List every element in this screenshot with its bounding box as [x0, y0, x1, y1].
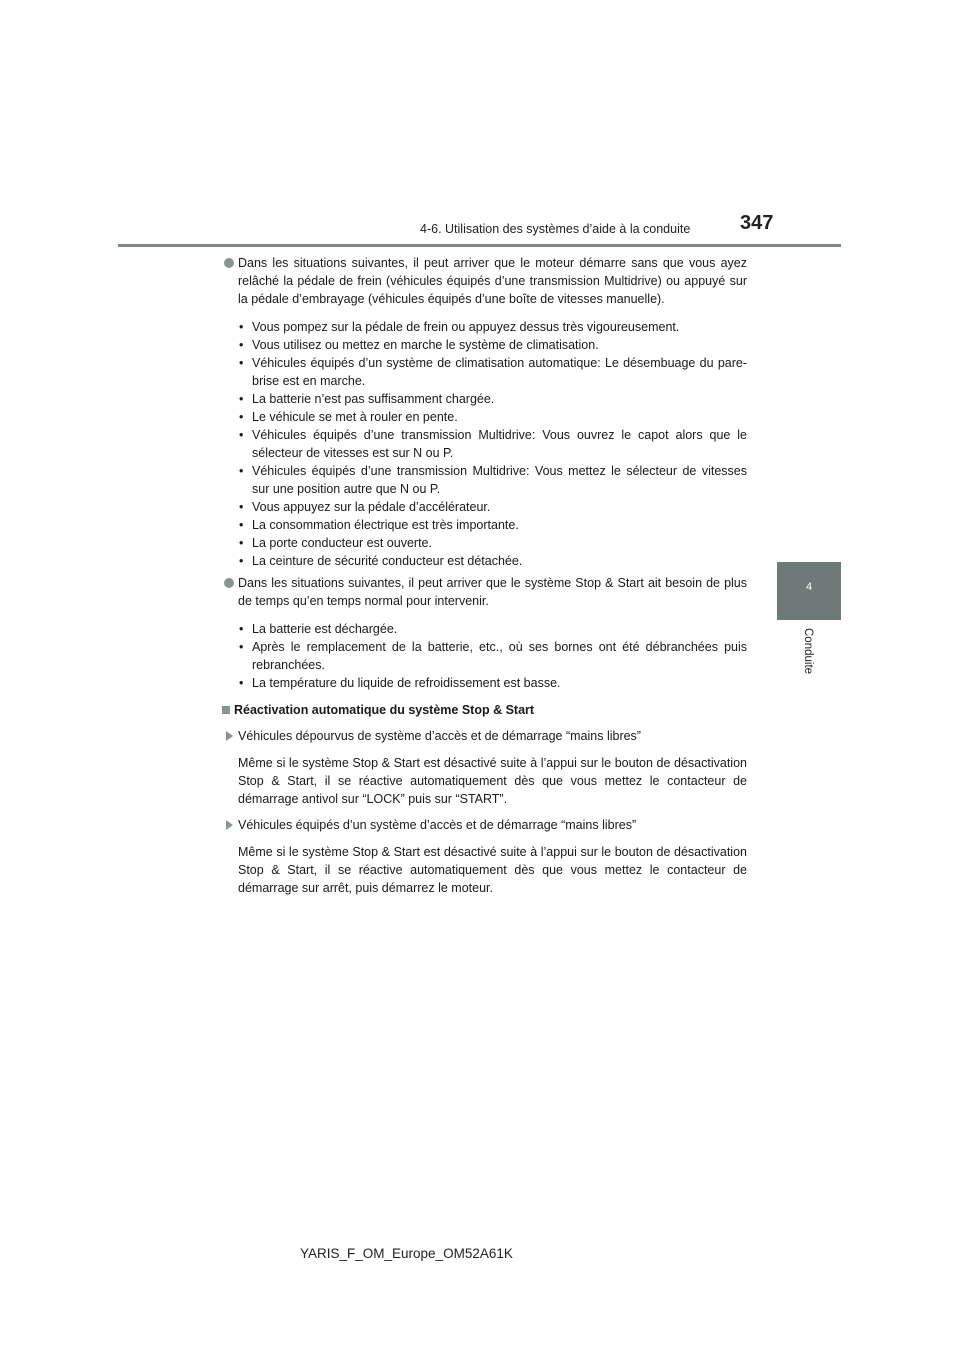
chapter-label: Conduite [802, 628, 814, 675]
square-bullet-icon [222, 706, 230, 714]
bullet-icon: • [239, 676, 244, 690]
triangle-bullet-icon [226, 731, 233, 741]
circle-bullet-icon [224, 578, 234, 588]
section-heading-text: Réactivation automatique du système Stop & Start [234, 703, 535, 717]
list-item [238, 498, 747, 516]
bullet-icon: • [239, 500, 244, 514]
list-item-text: Véhicules équipés d’un système de climatisation automatique: Le désembuage du pare-brise est en marche. [252, 356, 747, 388]
section-title: 4-6. Utilisation des systèmes d’aide à la conduite [420, 222, 691, 236]
list-item-text: Vous appuyez sur la pédale d’accélérateur. [252, 500, 491, 514]
page-number: 347 [740, 212, 774, 234]
bullet-icon: • [239, 320, 244, 334]
list-item [238, 426, 747, 462]
paragraph-text: Dans les situations suivantes, il peut arriver que le moteur démarre sans que vous ayez relâché la pédale de frein (véhicules équipés d’une transmission Multidrive) ou appuyé sur la pédale d’embrayage (véhicules équipés d’une boîte de vitesses manuelle). [238, 256, 747, 306]
bullet-icon: • [239, 428, 244, 442]
chapter-tab [777, 562, 841, 620]
bullet-icon: • [239, 518, 244, 532]
condition-list [222, 318, 747, 570]
bullet-icon: • [239, 536, 244, 550]
paragraph-text: Dans les situations suivantes, il peut arriver que le système Stop & Start ait besoin de plus de temps qu’en temps normal pour intervenir. [238, 576, 747, 608]
list-item-text: La batterie n’est pas suffisamment chargée. [252, 392, 495, 406]
list-item-text: La batterie est déchargée. [252, 622, 398, 636]
list-item-text: La porte conducteur est ouverte. [252, 536, 432, 550]
list-item [238, 534, 747, 552]
subsection-title [222, 727, 747, 745]
circle-bullet-icon [224, 258, 234, 268]
list-item [222, 574, 747, 610]
list-item-text: Véhicules équipés d’une transmission Multidrive: Vous ouvrez le capot alors que le sélecteur de vitesses est sur N ou P. [252, 428, 747, 460]
list-item [238, 336, 747, 354]
paragraph: Même si le système Stop & Start est désactivé suite à l’appui sur le bouton de désactivation Stop & Start, il se réactive automatiquement dès que vous mettez le contacteur de démarrage sur arrêt, puis démarrez le moteur. [238, 845, 747, 895]
subsection-title-text: Véhicules dépourvus de système d’accès et de démarrage “mains libres” [238, 729, 641, 743]
list-item [238, 408, 747, 426]
document-code: YARIS_F_OM_Europe_OM52A61K [300, 1246, 513, 1261]
subsection-title [222, 816, 747, 834]
list-item [238, 674, 747, 692]
condition-list [222, 620, 747, 692]
bullet-icon: • [239, 356, 244, 370]
list-item-text: Vous utilisez ou mettez en marche le système de climatisation. [252, 338, 599, 352]
header-divider [118, 244, 841, 247]
bullet-icon: • [239, 464, 244, 478]
bullet-icon: • [239, 640, 244, 654]
bullet-icon: • [239, 622, 244, 636]
section-heading [222, 701, 747, 719]
bullet-icon: • [239, 392, 244, 406]
list-item [238, 638, 747, 674]
list-item [238, 462, 747, 498]
page-content [222, 254, 747, 897]
list-item [238, 516, 747, 534]
bullet-icon: • [239, 410, 244, 424]
subsection-title-text: Véhicules équipés d’un système d’accès et de démarrage “mains libres” [238, 818, 637, 832]
list-item-text: Après le remplacement de la batterie, etc., où ses bornes ont été débranchées puis rebranchées. [252, 640, 747, 672]
list-item-text: La température du liquide de refroidissement est basse. [252, 676, 561, 690]
chapter-label-box [778, 620, 842, 684]
list-item [238, 318, 747, 336]
list-item-text: Le véhicule se met à rouler en pente. [252, 410, 458, 424]
list-item-text: La consommation électrique est très importante. [252, 518, 519, 532]
list-item [238, 390, 747, 408]
list-item [222, 254, 747, 308]
list-item-text: Vous pompez sur la pédale de frein ou appuyez dessus très vigoureusement. [252, 320, 680, 334]
bullet-icon: • [239, 338, 244, 352]
paragraph: Même si le système Stop & Start est désactivé suite à l’appui sur le bouton de désactivation Stop & Start, il se réactive automatiquement dès que vous mettez le contacteur de démarrage antivol sur “LOCK” puis sur “START”. [238, 756, 747, 806]
list-item [238, 620, 747, 638]
triangle-bullet-icon [226, 820, 233, 830]
list-item-text: La ceinture de sécurité conducteur est détachée. [252, 554, 523, 568]
list-item [238, 552, 747, 570]
chapter-number: 4 [805, 581, 813, 593]
bullet-icon: • [239, 554, 244, 568]
list-item-text: Véhicules équipés d’une transmission Multidrive: Vous mettez le sélecteur de vitesses sur une position autre que N ou P. [252, 464, 747, 496]
list-item [238, 354, 747, 390]
